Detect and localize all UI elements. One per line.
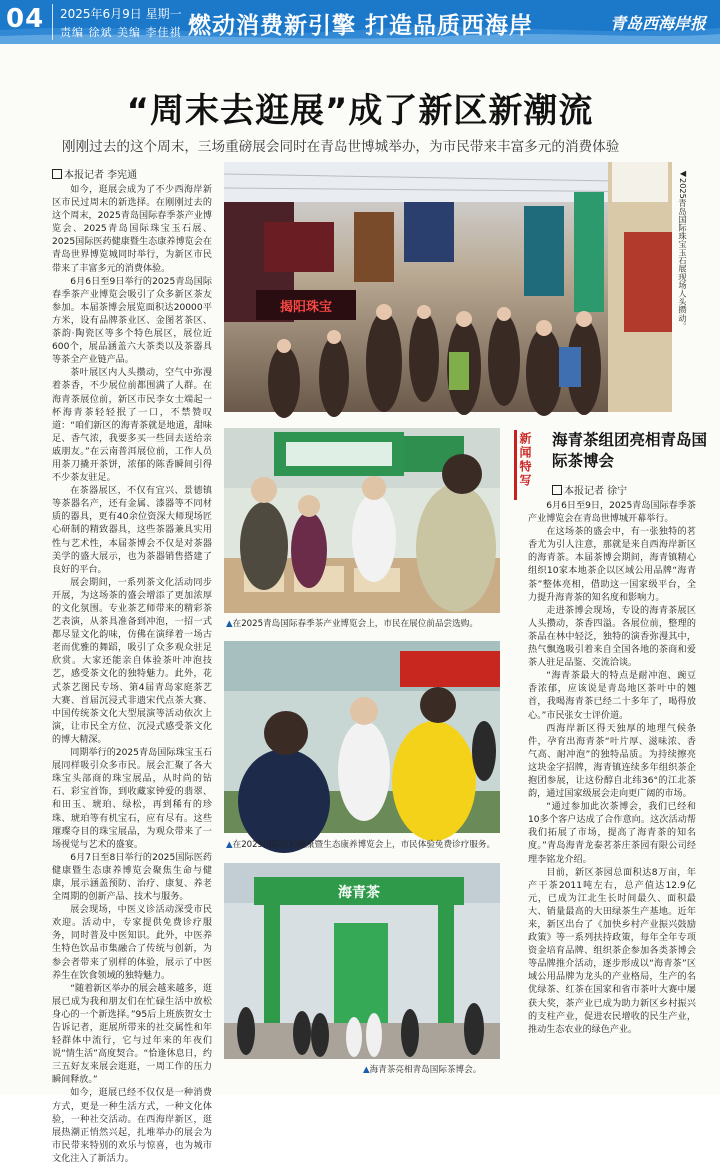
- caption-marker-icon: ◀: [678, 168, 688, 178]
- issue-date: 2025年6月9日 星期一: [60, 7, 182, 21]
- feature-byline: [552, 482, 627, 497]
- tea-expo-illustration: [224, 428, 500, 613]
- body-paragraph: 6月7日至8日举行的2025国际医药健康暨生态康养博览会聚焦生命与健康，展示涵盖预防、治疗、康复、养老全周期的创新产品、技术与服务。: [52, 852, 212, 903]
- body-paragraph: 展会现场，中医义诊活动深受市民欢迎。活动中，专家提供免费诊疗服务，同时普及中医知识。此外，中医养生特色饮品市集融合了传统与创新，为参会者带来了别样的体验，展示了中医养生在饮食领域的独特魅力。: [52, 905, 212, 981]
- tea-photo-caption: [226, 617, 478, 629]
- byline-box-icon: [552, 485, 562, 495]
- haiqing-caption-text: 海青茶亮相青岛国际茶博会。: [369, 1065, 482, 1075]
- medical-photo-caption: [226, 838, 495, 850]
- article-title: “周末去逛展”成了新区新潮流: [126, 91, 594, 131]
- body-paragraph: 如今，逛展会成为了不少西海岸新区市民过周末的新选择。在刚刚过去的这个周末，2025青岛国际春季茶产业博览会、2025青岛国际珠宝玉石展、2025国际医药健康暨生态康养博览会在青岛世界博览城同时举行，为新区市民带来了丰富多元的消费体验。: [52, 185, 212, 274]
- jewelry-caption-text: 2025青岛国际珠宝玉石展现场人头攒动。: [678, 178, 688, 331]
- medical-caption-text: 在2025国际医药健康暨生态康养博览会上，市民体验免费诊疗服务。: [232, 840, 496, 850]
- feature-byline-text: 本报记者 徐宁: [564, 486, 628, 497]
- gate-sign-text: 海青茶: [338, 885, 380, 901]
- body-paragraph: 在茶器展区，不仅有宜兴、景德镇等茶器名产，还有金属、漆器等不同材质的器具，更有40余位资深大师现场匠心研制的精致器具，这些茶器兼具实用性与艺术性，本届茶博会不仅是对茶器美学的盛大展示，也为茶器销售搭建了良好的平台。: [52, 486, 212, 575]
- feature-paragraph: 6月6日至9日，2025青岛国际春季茶产业博览会在青岛世博城开幕举行。: [528, 501, 696, 525]
- editors-line: 责编 徐斌 美编 李佳祺: [60, 26, 182, 39]
- feature-tag: 新闻特写: [518, 432, 532, 488]
- byline-box-icon: [52, 169, 62, 179]
- newspaper-logo: 青岛西海岸报: [610, 14, 707, 33]
- article-byline-text: 本报记者 李宪通: [64, 170, 138, 181]
- body-paragraph: “随着新区举办的展会越来越多，逛展已成为我和朋友们在忙碌生活中放松身心的一个新选择。”95后上班族贺女士告诉记者，逛展所带来的社交属性和年轻群体中流行，它与过年来的年夜们说“情生活”高度契合。“恰逢休息日，约三五好友来展会逛逛，一周工作的压力瞬间释放。”: [52, 983, 212, 1086]
- caption-marker-icon: ▲: [226, 840, 233, 850]
- body-paragraph: 如今，逛展已经不仅仅是一种消费方式，更是一种生活方式，一种文化体验，一种社交活动。在西海岸新区，逛展热潮正悄然兴起，扎堆举办的展会为市民带来特别的欢乐与惊喜，也为城市文化注入了新活力。: [52, 1088, 212, 1164]
- feature-title: 海青茶组团亮相青岛国际茶博会: [552, 431, 708, 470]
- page-number: 04: [6, 4, 45, 34]
- medical-expo-illustration: [224, 641, 500, 833]
- feature-paragraph: “通过参加此次茶博会，我们已经和10多个客户达成了合作意向。这次活动帮我们拓展了市场，提高了海青茶的知名度。”青岛海青龙泰茗茶庄茶园有限公司经理李铭龙介绍。: [528, 802, 696, 865]
- feature-paragraph: “海青茶最大的特点是耐冲泡、豌豆香浓郁，应该说是青岛地区茶叶中的翘首，我喝海青茶已经二十多年了，喝得放心。”市民张女士评价道。: [528, 671, 696, 721]
- masthead-banner: [0, 0, 720, 44]
- feature-paragraph: 目前，新区茶园总面积达8万亩，年产干茶2011吨左右，总产值达12.9亿元，已成为江北生长时间最久、面积最大、销量最高的大田绿茶生产基地。近年来，新区出台了《加快乡村产业振兴鼓励政策》等一系列扶持政策，每年全年专项资金培育品牌、组织茶企参加各类茶博会等品牌推介活动，逐步形成以“海青茶”区域公用品牌为龙头的产业格局，生产的名优绿茶、红茶在国家和省市茶叶大赛中屡获大奖，茶产业已成为助力新区乡村振兴的支柱产业，促进农民增收的民生产业，推动生态农业的绿色产业。: [528, 867, 696, 1035]
- tea-caption-text: 在2025青岛国际春季茶产业博览会上，市民在展位前品尝选购。: [232, 619, 478, 629]
- article-subtitle: 刚刚过去的这个周末，三场重磅展会同时在青岛世博城举办，为市民带来丰富多元的消费体验: [62, 139, 620, 155]
- body-paragraph: 茶叶展区内人头攒动，空气中弥漫着茶香，不少展位前都围满了人群。在海青茶展位前，新区市民李女士端起一杯海青茶轻轻抿了一口，不禁赞叹道：“咱们新区的海青茶就是地道，甜味足、香气浓，我要多买一些回去送给亲戚朋友。”在云南普洱展位前，工作人员用茶刀撬开茶饼，浓郁的陈香瞬间引得不少茶友驻足。: [52, 368, 212, 484]
- section-headline: 燃动消费新引擎 打造品质西海岸: [188, 13, 534, 39]
- feature-paragraph: 在这场茶的盛会中，有一张独特的茗香尤为引人注意，那就是来自西海岸新区的海青茶。本届茶博会期间，海青镇精心组织10家本地茶企以区域公用品牌“海青茶”整体亮相，借助这一国家级平台，全力提升海青茶的知名度和影响力。: [528, 527, 696, 603]
- jewelry-photo-caption: [678, 168, 689, 408]
- article-byline: [52, 166, 137, 181]
- body-paragraph: 同期举行的2025青岛国际珠宝玉石展同样吸引众多市民。展会汇聚了各大珠宝头部商的珠宝展品，从时尚的钻石、彩宝首饰，到收藏家钟爱的翡翠、和田玉、琥珀、绿松，再到稀有的珍珠、琥珀等有机宝石，应有尽有。这些璀璨夺目的珠宝展品，为观众带来了一场视觉与艺术的盛宴。: [52, 748, 212, 850]
- feature-paragraph: 走进茶博会现场，专设的海青茶展区人头攒动，茶香四溢。各展位前，整理的茶品在林中轻泛，独特的演香弥漫其中，热气飘逸吸引着来自全国各地的茶商和爱茶人驻足品鉴、交流洽谈。: [528, 605, 696, 669]
- feature-paragraph: 西海岸新区得天独厚的地理气候条件，孕育出海青茶“叶片厚、滋味浓、香气高、耐冲泡”的独特品质。为持续擦亮这块金字招牌，海青镇连续多年组织茶企抱团参展，让这份醇自北纬36°的江北茶韵，通过国家级展会走向更广阔的市场。: [528, 723, 696, 800]
- haiqing-tea-gate-photo: [224, 863, 500, 1059]
- article-body-column: [52, 184, 212, 1164]
- medical-expo-photo: [224, 641, 500, 833]
- feature-body-column: [528, 500, 696, 1080]
- jewelry-expo-illustration: [224, 162, 672, 412]
- haiqing-photo-caption: [363, 1063, 481, 1075]
- caption-marker-icon: ▲: [363, 1065, 370, 1075]
- jewelry-expo-photo: [224, 162, 672, 412]
- body-paragraph: 展会期间，一系列茶文化活动同步开展，为这场茶的盛会增添了更加浓厚的文化氛围。专业茶艺师带来的精彩茶艺表演，从茶具准备到冲泡，一招一式都尽显文化韵味，仿佛在演绎着一场古老而优雅的舞蹈，吸引了众多观众驻足欣赏。大家还能亲自体验茶叶冲泡技艺，感受茶文化的独特魅力。此外，花式茶艺图民专场、第4届青岛家庭茶艺大赛、首届沉浸式非遗宋代点茶大赛、中国传统茶文化大型展演等活动依次上演，让市民全方位、沉浸式感受茶文化的博大精深。: [52, 577, 212, 745]
- booth-sign-text: 揭阳珠宝: [279, 300, 333, 315]
- tea-expo-photo: [224, 428, 500, 613]
- haiqing-gate-illustration: [224, 863, 500, 1059]
- caption-marker-icon: ▲: [226, 619, 233, 629]
- body-paragraph: 6月6日至9日举行的2025青岛国际春季茶产业博览会吸引了众多新区茶友参加。本届茶博会展览面积达20000平方米，设有品牌茶业区、金图茗茶区、茶韵·陶瓷区等多个特色展区，展位近600个，展品涵盖六大茶类以及茶器具等茶全产业链产品。: [52, 276, 212, 366]
